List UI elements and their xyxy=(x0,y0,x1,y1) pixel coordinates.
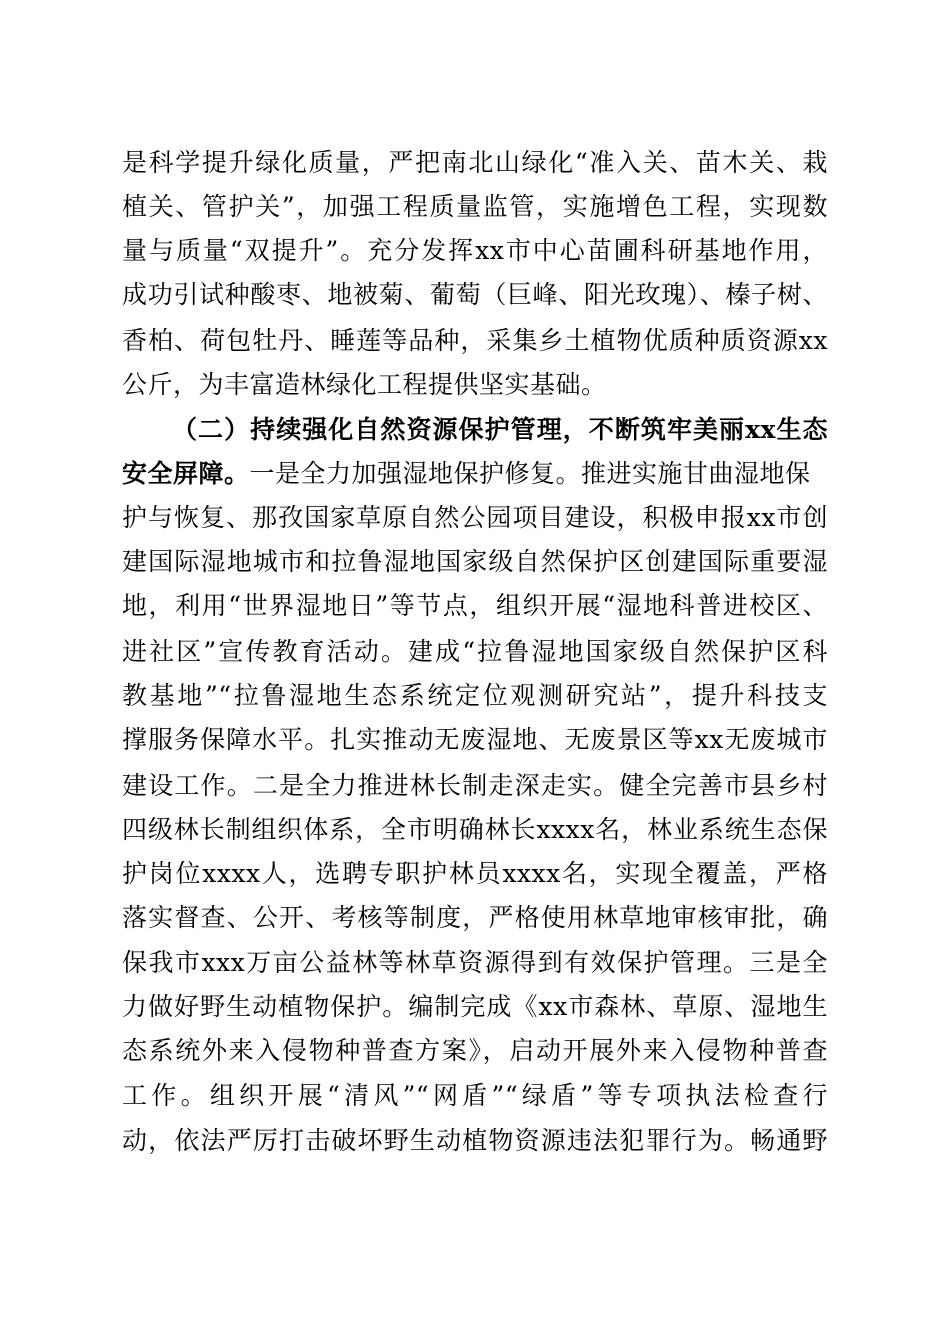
paragraph-line: 香柏、荷包牡丹、睡莲等品种，采集乡土植物优质种质资源xx xyxy=(122,326,828,355)
paragraph-line: 工作。组织开展“清风”“网盾”“绿盾”等专项执法检查行 xyxy=(122,1081,828,1110)
paragraph-line: 公斤，为丰富造林绿化工程提供坚实基础。 xyxy=(122,370,607,399)
paragraph-line: 落实督查、公开、考核等制度，严格使用林草地审核审批，确 xyxy=(122,903,828,932)
section-heading-line: （二）持续强化自然资源保护管理，不断筑牢美丽xx生态 xyxy=(172,415,828,444)
paragraph-line: 态系统外来入侵物种普查方案》，启动开展外来入侵物种普查 xyxy=(122,1036,828,1065)
paragraph-line: 教基地”“拉鲁湿地生态系统定位观测研究站”，提升科技支 xyxy=(122,681,828,710)
paragraph-line: 撑服务保障水平。扎实推动无废湿地、无废景区等xx无废城市 xyxy=(122,725,828,754)
paragraph-line: 量与质量“双提升”。充分发挥xx市中心苗圃科研基地作用， xyxy=(122,236,828,265)
paragraph-line: 护与恢复、那孜国家草原自然公园项目建设，积极申报xx市创 xyxy=(122,503,828,532)
paragraph-line: 力做好野生动植物保护。编制完成《xx市森林、草原、湿地生 xyxy=(122,992,828,1021)
paragraph-line: 地，利用“世界湿地日”等节点，组织开展“湿地科普进校区、 xyxy=(122,591,828,620)
paragraph-line: 保我市xxx万亩公益林等林草资源得到有效保护管理。三是全 xyxy=(122,948,828,977)
paragraph-line: 建国际湿地城市和拉鲁湿地国家级自然保护区创建国际重要湿 xyxy=(122,547,828,576)
paragraph-line-start: 一是全力加强湿地保护修复。推进实施甘曲湿地保 xyxy=(249,459,811,488)
paragraph-line: 建设工作。二是全力推进林长制走深走实。健全完善市县乡村 xyxy=(122,771,828,800)
paragraph-line: 进社区”宣传教育活动。建成“拉鲁湿地国家级自然保护区科 xyxy=(122,637,828,666)
paragraph-line: 动，依法严厉打击破坏野生动植物资源违法犯罪行为。畅通野 xyxy=(122,1126,828,1155)
paragraph-line: 是科学提升绿化质量，严把南北山绿化“准入关、苗木关、栽 xyxy=(122,148,828,177)
section-heading-line-2 xyxy=(122,452,828,496)
paragraph-line: 护岗位xxxx人，选聘专职护林员xxxx名，实现全覆盖，严格 xyxy=(122,859,828,888)
paragraph-line: 四级林长制组织体系，全市明确林长xxxx名，林业系统生态保 xyxy=(122,815,828,844)
section-heading-tail: 安全屏障。 xyxy=(122,459,250,488)
paragraph-line: 成功引试种酸枣、地被菊、葡萄（巨峰、阳光玫瑰）、榛子树、 xyxy=(122,280,828,309)
paragraph-line: 植关、管护关”，加强工程质量监管，实施增色工程，实现数 xyxy=(122,192,828,221)
